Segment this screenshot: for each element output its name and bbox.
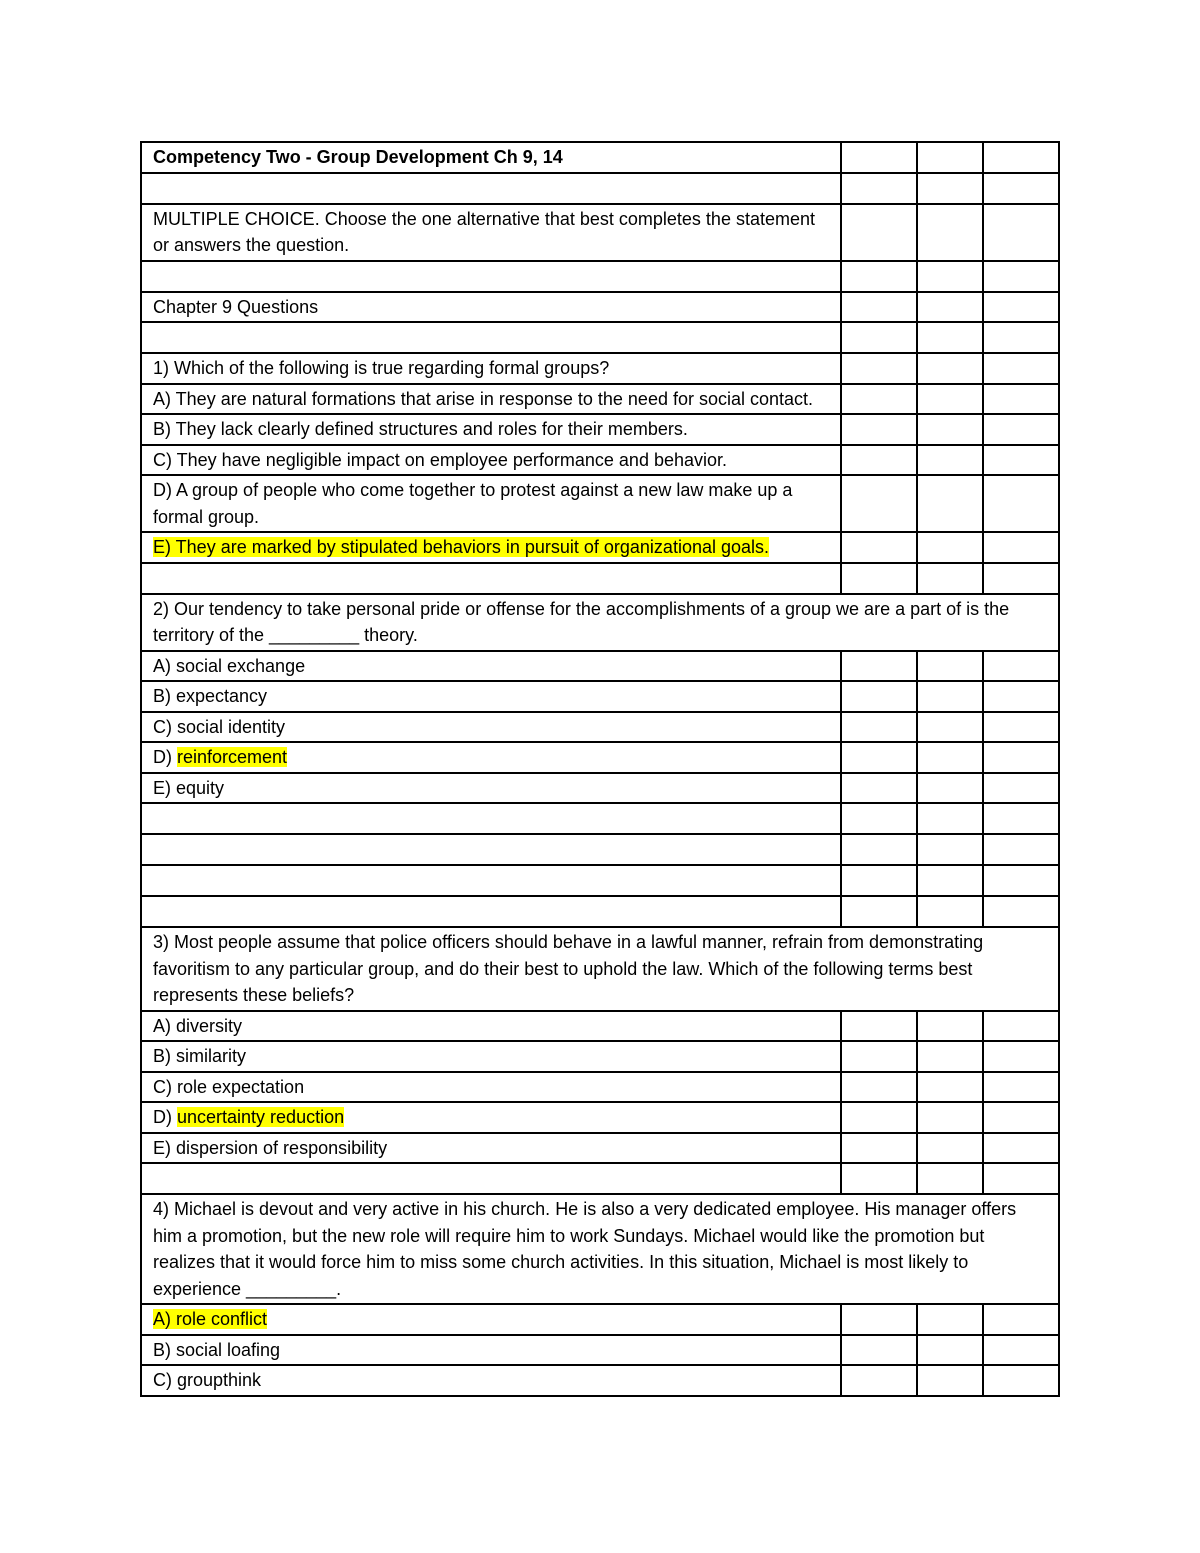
blank-row xyxy=(141,173,1059,204)
answer-cell xyxy=(841,803,917,834)
answer-cell xyxy=(917,292,983,323)
option-row xyxy=(141,1133,1059,1164)
answer-cell xyxy=(841,681,917,712)
answer-cell xyxy=(917,1163,983,1194)
answer-cell xyxy=(841,292,917,323)
answer-cell xyxy=(917,1365,983,1396)
option-row xyxy=(141,773,1059,804)
answer-cell xyxy=(917,1041,983,1072)
answer-cell xyxy=(917,681,983,712)
option-row xyxy=(141,651,1059,682)
option-row xyxy=(141,712,1059,743)
answer-cell xyxy=(983,1072,1059,1103)
highlighted-answer: uncertainty reduction xyxy=(177,1107,345,1127)
option-row xyxy=(141,445,1059,476)
answer-cell xyxy=(841,742,917,773)
answer-cell xyxy=(917,414,983,445)
answer-cell xyxy=(983,384,1059,415)
answer-cell xyxy=(917,1133,983,1164)
answer-cell xyxy=(983,173,1059,204)
answer-cell xyxy=(917,1011,983,1042)
answer-cell xyxy=(917,803,983,834)
answer-cell xyxy=(983,414,1059,445)
blank-cell xyxy=(141,322,841,353)
answer-cell xyxy=(841,865,917,896)
answer-cell xyxy=(841,261,917,292)
answer-cell xyxy=(917,384,983,415)
option-row xyxy=(141,1304,1059,1335)
blank-row xyxy=(141,563,1059,594)
answer-cell xyxy=(983,445,1059,476)
answer-cell xyxy=(983,532,1059,563)
answer-cell xyxy=(841,563,917,594)
answer-cell xyxy=(983,142,1059,173)
answer-cell xyxy=(917,773,983,804)
option-row xyxy=(141,1072,1059,1103)
q2-option-a: A) social exchange xyxy=(141,651,841,682)
q1-option-e xyxy=(141,532,841,563)
q1-option-a: A) They are natural formations that arise in response to the need for social contact. xyxy=(141,384,841,415)
answer-cell xyxy=(841,414,917,445)
q2-option-b: B) expectancy xyxy=(141,681,841,712)
answer-cell xyxy=(917,532,983,563)
answer-cell xyxy=(917,322,983,353)
option-row xyxy=(141,681,1059,712)
option-row xyxy=(141,384,1059,415)
answer-cell xyxy=(841,475,917,532)
blank-cell xyxy=(141,896,841,927)
blank-row xyxy=(141,803,1059,834)
answer-cell xyxy=(917,834,983,865)
answer-cell xyxy=(917,1304,983,1335)
blank-cell xyxy=(141,563,841,594)
answer-cell xyxy=(841,896,917,927)
option-row xyxy=(141,475,1059,532)
chapter-row xyxy=(141,292,1059,323)
answer-cell xyxy=(841,204,917,261)
answer-cell xyxy=(841,173,917,204)
answer-cell xyxy=(917,173,983,204)
answer-cell xyxy=(917,204,983,261)
q4-option-b: B) social loafing xyxy=(141,1335,841,1366)
answer-cell xyxy=(983,322,1059,353)
answer-cell xyxy=(841,712,917,743)
answer-cell xyxy=(841,532,917,563)
answer-cell xyxy=(841,1102,917,1133)
answer-cell xyxy=(983,742,1059,773)
q2-option-c: C) social identity xyxy=(141,712,841,743)
question-1-text: 1) Which of the following is true regarding formal groups? xyxy=(141,353,841,384)
option-prefix: D) xyxy=(153,747,177,767)
title-row xyxy=(141,142,1059,173)
chapter-heading: Chapter 9 Questions xyxy=(141,292,841,323)
blank-cell xyxy=(141,261,841,292)
q3-option-e: E) dispersion of responsibility xyxy=(141,1133,841,1164)
answer-cell xyxy=(841,834,917,865)
answer-cell xyxy=(983,1365,1059,1396)
option-row xyxy=(141,1041,1059,1072)
answer-cell xyxy=(917,261,983,292)
answer-cell xyxy=(841,651,917,682)
quiz-table xyxy=(140,141,1060,1397)
q2-option-e: E) equity xyxy=(141,773,841,804)
answer-cell xyxy=(841,1304,917,1335)
highlighted-answer: reinforcement xyxy=(177,747,288,767)
answer-cell xyxy=(917,651,983,682)
q1-option-b: B) They lack clearly defined structures and roles for their members. xyxy=(141,414,841,445)
q3-option-c: C) role expectation xyxy=(141,1072,841,1103)
option-row xyxy=(141,742,1059,773)
answer-cell xyxy=(917,142,983,173)
answer-cell xyxy=(983,1304,1059,1335)
answer-cell xyxy=(983,1102,1059,1133)
answer-cell xyxy=(917,1072,983,1103)
answer-cell xyxy=(983,803,1059,834)
q4-option-c: C) groupthink xyxy=(141,1365,841,1396)
q4-option-a xyxy=(141,1304,841,1335)
q3-option-a: A) diversity xyxy=(141,1011,841,1042)
answer-cell xyxy=(983,896,1059,927)
answer-cell xyxy=(983,353,1059,384)
answer-cell xyxy=(983,261,1059,292)
highlighted-answer: E) They are marked by stipulated behaviors in pursuit of organizational goals. xyxy=(153,537,770,557)
answer-cell xyxy=(917,712,983,743)
answer-cell xyxy=(983,712,1059,743)
answer-cell xyxy=(983,204,1059,261)
blank-row xyxy=(141,261,1059,292)
answer-cell xyxy=(841,1163,917,1194)
answer-cell xyxy=(983,1335,1059,1366)
answer-cell xyxy=(983,1011,1059,1042)
answer-cell xyxy=(841,384,917,415)
option-row xyxy=(141,1102,1059,1133)
blank-cell xyxy=(141,803,841,834)
answer-cell xyxy=(841,142,917,173)
blank-cell xyxy=(141,834,841,865)
question-4-text: 4) Michael is devout and very active in his church. He is also a very dedicated employee. His manager offers him a promotion, but the new role will require him to work Sundays. Michael would like the promotion but realizes that it would force him to miss some church activities. In this situation, Michael is most likely to experience _________. xyxy=(141,1194,1059,1304)
instructions-row xyxy=(141,204,1059,261)
q3-option-b: B) similarity xyxy=(141,1041,841,1072)
blank-row xyxy=(141,1163,1059,1194)
answer-cell xyxy=(841,1365,917,1396)
q1-option-d: D) A group of people who come together to protest against a new law make up a formal group. xyxy=(141,475,841,532)
q3-option-d xyxy=(141,1102,841,1133)
page-title: Competency Two - Group Development Ch 9, 14 xyxy=(141,142,841,173)
q1-option-c: C) They have negligible impact on employee performance and behavior. xyxy=(141,445,841,476)
blank-row xyxy=(141,834,1059,865)
blank-row xyxy=(141,896,1059,927)
answer-cell xyxy=(983,292,1059,323)
blank-row xyxy=(141,865,1059,896)
option-row xyxy=(141,414,1059,445)
option-row xyxy=(141,1335,1059,1366)
blank-cell xyxy=(141,1163,841,1194)
answer-cell xyxy=(917,353,983,384)
answer-cell xyxy=(917,475,983,532)
answer-cell xyxy=(983,1163,1059,1194)
answer-cell xyxy=(917,865,983,896)
answer-cell xyxy=(841,353,917,384)
answer-cell xyxy=(917,1102,983,1133)
blank-row xyxy=(141,322,1059,353)
answer-cell xyxy=(983,865,1059,896)
answer-cell xyxy=(841,1041,917,1072)
highlighted-answer: A) role conflict xyxy=(153,1309,268,1329)
answer-cell xyxy=(917,896,983,927)
answer-cell xyxy=(983,651,1059,682)
question-2-text: 2) Our tendency to take personal pride or offense for the accomplishments of a group we are a part of is the territory of the _________ theory. xyxy=(141,594,1059,651)
blank-cell xyxy=(141,865,841,896)
answer-cell xyxy=(841,445,917,476)
question-row xyxy=(141,927,1059,1011)
answer-cell xyxy=(841,322,917,353)
option-row xyxy=(141,1365,1059,1396)
blank-cell xyxy=(141,173,841,204)
answer-cell xyxy=(841,1011,917,1042)
option-row xyxy=(141,532,1059,563)
question-3-text: 3) Most people assume that police officers should behave in a lawful manner, refrain from demonstrating favoritism to any particular group, and do their best to uphold the law. Which of the following terms best represents these beliefs? xyxy=(141,927,1059,1011)
option-row xyxy=(141,1011,1059,1042)
answer-cell xyxy=(983,475,1059,532)
q2-option-d xyxy=(141,742,841,773)
answer-cell xyxy=(917,1335,983,1366)
answer-cell xyxy=(841,1072,917,1103)
answer-cell xyxy=(983,773,1059,804)
instructions-text: MULTIPLE CHOICE. Choose the one alternative that best completes the statement or answers the question. xyxy=(141,204,841,261)
answer-cell xyxy=(841,1335,917,1366)
question-row xyxy=(141,1194,1059,1304)
question-row xyxy=(141,353,1059,384)
question-row xyxy=(141,594,1059,651)
answer-cell xyxy=(983,1133,1059,1164)
answer-cell xyxy=(841,773,917,804)
option-prefix: D) xyxy=(153,1107,177,1127)
answer-cell xyxy=(917,742,983,773)
answer-cell xyxy=(917,563,983,594)
answer-cell xyxy=(983,834,1059,865)
answer-cell xyxy=(983,1041,1059,1072)
answer-cell xyxy=(983,563,1059,594)
answer-cell xyxy=(917,445,983,476)
answer-cell xyxy=(841,1133,917,1164)
answer-cell xyxy=(983,681,1059,712)
